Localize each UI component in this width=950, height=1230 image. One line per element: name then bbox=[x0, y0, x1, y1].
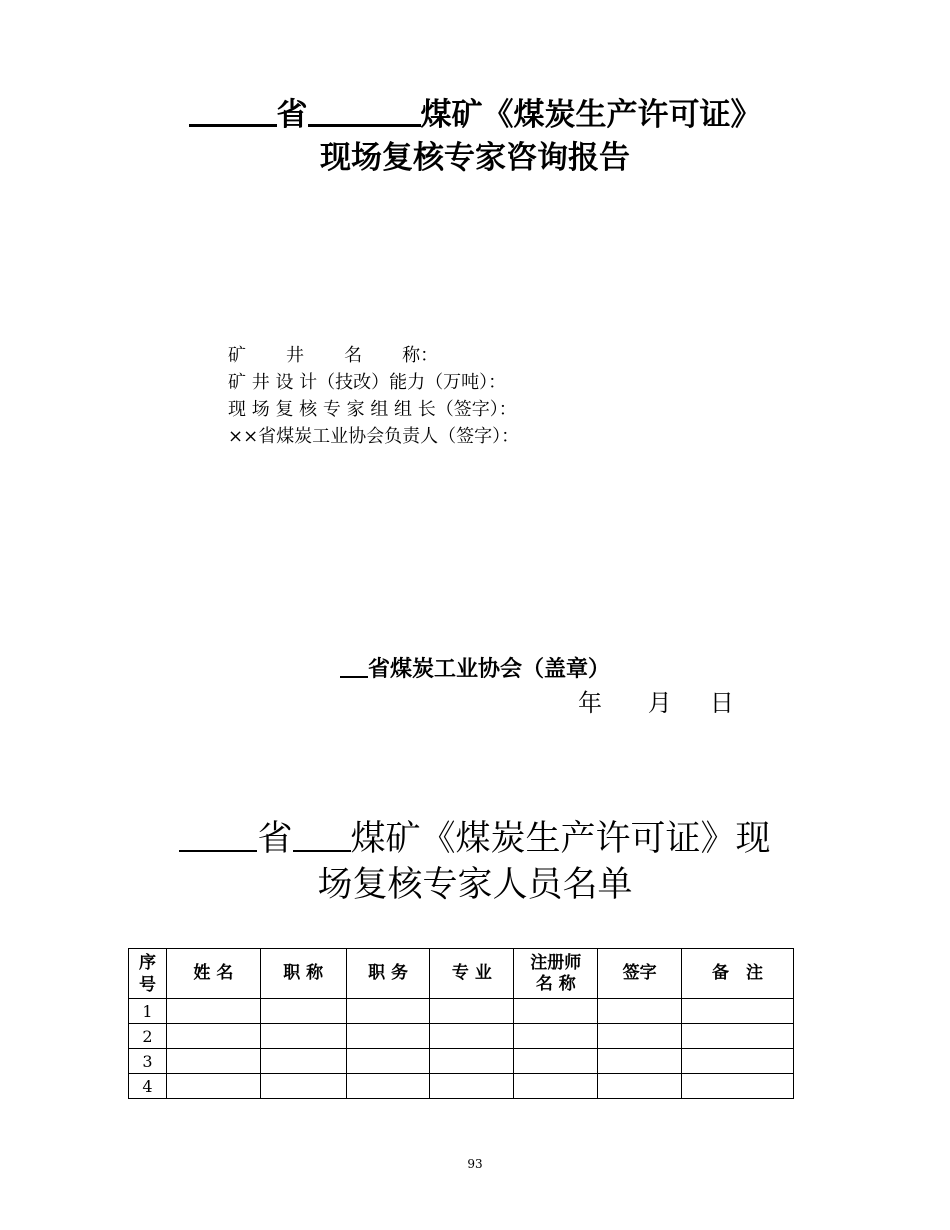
header-position: 职 务 bbox=[346, 949, 430, 999]
report-fields bbox=[228, 342, 519, 450]
registered-engineer-cell[interactable] bbox=[514, 999, 598, 1024]
name-cell[interactable] bbox=[166, 999, 260, 1024]
signature-cell[interactable] bbox=[598, 1049, 682, 1074]
table-row bbox=[129, 999, 794, 1024]
header-remarks: 备 注 bbox=[682, 949, 794, 999]
list-province-blank bbox=[179, 816, 257, 852]
name-cell[interactable] bbox=[166, 1074, 260, 1099]
mine-blank bbox=[308, 94, 421, 127]
title-cell[interactable] bbox=[260, 1024, 346, 1049]
specialty-cell[interactable] bbox=[430, 1074, 514, 1099]
name-cell[interactable] bbox=[166, 1024, 260, 1049]
header-seq: 序号 bbox=[129, 949, 167, 999]
remarks-cell[interactable] bbox=[682, 1049, 794, 1074]
mine-license-label: 煤矿《煤炭生产许可证》 bbox=[420, 97, 762, 133]
list-province-label: 省 bbox=[257, 819, 293, 859]
position-cell[interactable] bbox=[346, 999, 430, 1024]
org-province-blank bbox=[340, 652, 368, 678]
header-name: 姓 名 bbox=[166, 949, 260, 999]
province-label: 省 bbox=[276, 97, 308, 133]
registered-engineer-cell[interactable] bbox=[514, 1049, 598, 1074]
header-specialty: 专 业 bbox=[430, 949, 514, 999]
list-mine-label: 煤矿《煤炭生产许可证》现 bbox=[350, 819, 771, 859]
org-label: 省煤炭工业协会（盖章） bbox=[367, 657, 610, 682]
signature-cell[interactable] bbox=[598, 999, 682, 1024]
title-cell[interactable] bbox=[260, 1049, 346, 1074]
list-title-line1 bbox=[0, 816, 950, 862]
position-cell[interactable] bbox=[346, 1074, 430, 1099]
title-cell[interactable] bbox=[260, 1074, 346, 1099]
remarks-cell[interactable] bbox=[682, 999, 794, 1024]
report-title-line2: 现场复核专家咨询报告 bbox=[320, 140, 630, 176]
position-cell[interactable] bbox=[346, 1024, 430, 1049]
seal-organization bbox=[0, 652, 950, 687]
remarks-cell[interactable] bbox=[682, 1074, 794, 1099]
signature-cell[interactable] bbox=[598, 1074, 682, 1099]
position-cell[interactable] bbox=[346, 1049, 430, 1074]
specialty-cell[interactable] bbox=[430, 1049, 514, 1074]
capacity-field: 矿 井 设 计（技改）能力（万吨）： bbox=[228, 372, 507, 393]
title-cell[interactable] bbox=[260, 999, 346, 1024]
report-title-line1 bbox=[0, 94, 950, 136]
row-number: 1 bbox=[129, 999, 167, 1024]
header-signature: 签字 bbox=[598, 949, 682, 999]
table-row bbox=[129, 1074, 794, 1099]
row-number: 4 bbox=[129, 1074, 167, 1099]
list-title-line2: 场复核专家人员名单 bbox=[317, 865, 633, 905]
row-number: 2 bbox=[129, 1024, 167, 1049]
remarks-cell[interactable] bbox=[682, 1024, 794, 1049]
province-blank bbox=[189, 94, 277, 127]
specialty-cell[interactable] bbox=[430, 1024, 514, 1049]
signature-cell[interactable] bbox=[598, 1024, 682, 1049]
table-row bbox=[129, 1024, 794, 1049]
seal-date: 年 月 日 bbox=[578, 689, 734, 717]
registered-engineer-cell[interactable] bbox=[514, 1024, 598, 1049]
team-leader-field: 现 场 复 核 专 家 组 组 长（签字）： bbox=[228, 399, 517, 420]
list-mine-blank bbox=[293, 816, 351, 852]
table-row bbox=[129, 1049, 794, 1074]
header-title: 职 称 bbox=[260, 949, 346, 999]
association-head-field: ××省煤炭工业协会负责人（签字）： bbox=[228, 426, 520, 447]
specialty-cell[interactable] bbox=[430, 999, 514, 1024]
page-number: 93 bbox=[467, 1157, 483, 1171]
expert-list-table bbox=[128, 948, 794, 1099]
table-header-row bbox=[129, 949, 794, 999]
header-registered-engineer: 注册师名 称 bbox=[514, 949, 598, 999]
name-cell[interactable] bbox=[166, 1049, 260, 1074]
registered-engineer-cell[interactable] bbox=[514, 1074, 598, 1099]
row-number: 3 bbox=[129, 1049, 167, 1074]
mine-name-field: 矿 井 名 称： bbox=[228, 345, 439, 366]
